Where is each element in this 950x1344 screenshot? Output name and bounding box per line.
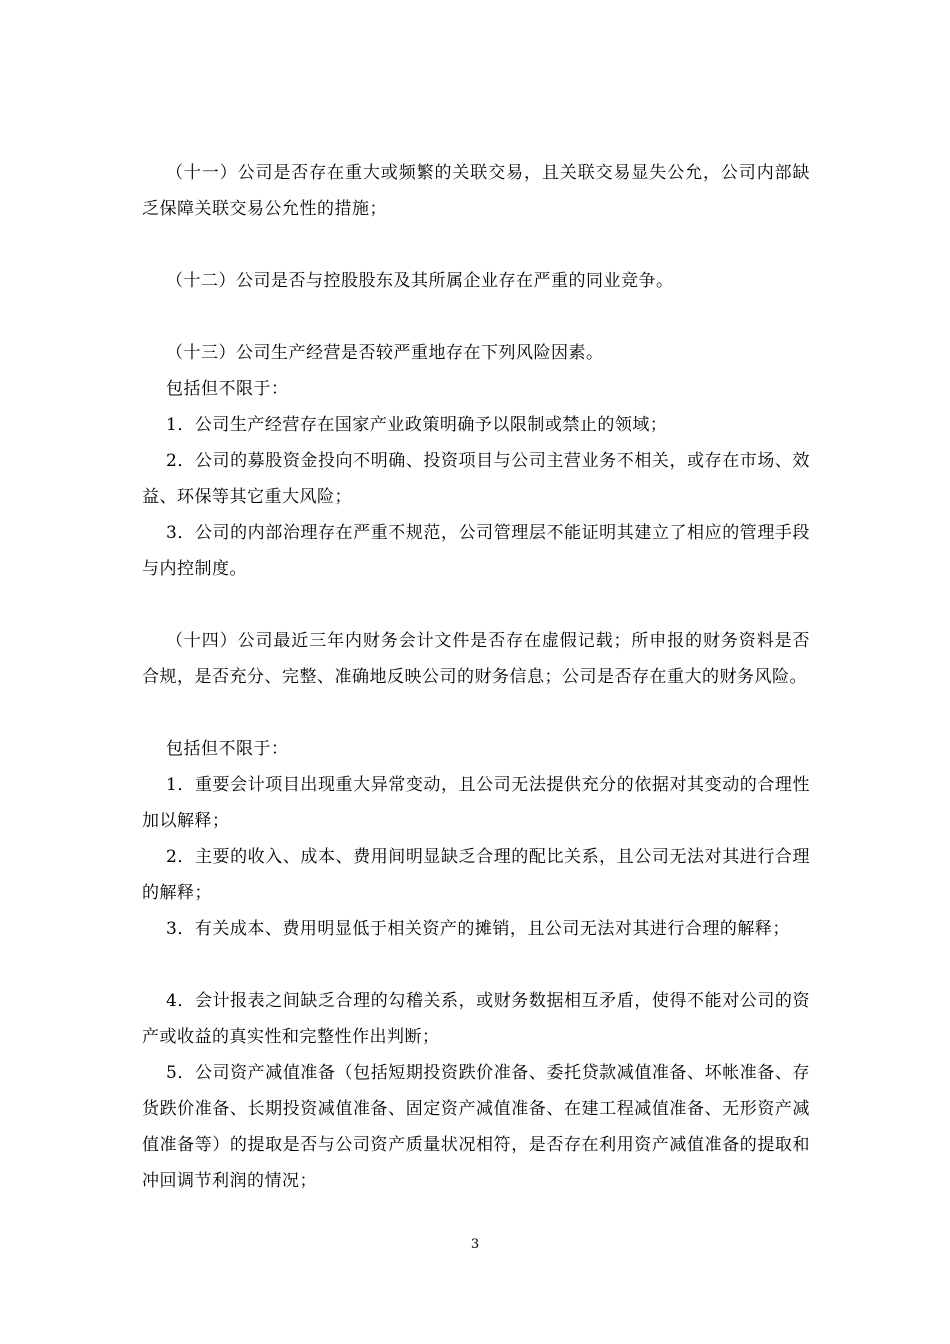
paragraph-includes-1: 包括但不限于： (166, 379, 289, 399)
paragraph-item-13-1: 1．公司生产经营存在国家产业政策明确予以限制或禁止的领域； (166, 415, 668, 435)
paragraph-item-12: （十二）公司是否与控股股东及其所属企业存在严重的同业竞争。 (166, 271, 674, 291)
page-number: 3 (470, 1237, 480, 1252)
paragraph-item-13-3: 3．公司的内部治理存在严重不规范，公司管理层不能证明其建立了相应的管理手段与内控制度。 (142, 523, 810, 579)
paragraph-item-14-1: 1．重要会计项目出现重大异常变动，且公司无法提供充分的依据对其变动的合理性加以解释； (142, 775, 810, 831)
paragraph-item-14-5: 5．公司资产减值准备（包括短期投资跌价准备、委托贷款减值准备、坏帐准备、存货跌价准备、长期投资减值准备、固定资产减值准备、在建工程减值准备、无形资产减值准备等）的提取是否与公司资产质量状况相符，是否存在利用资产减值准备的提取和冲回调节利润的情况； (142, 1063, 810, 1191)
paragraph-item-13: （十三）公司生产经营是否较严重地存在下列风险因素。 (166, 343, 604, 363)
paragraph-item-14-2: 2．主要的收入、成本、费用间明显缺乏合理的配比关系，且公司无法对其进行合理的解释； (142, 847, 810, 903)
paragraph-item-14-4: 4．会计报表之间缺乏合理的勾稽关系，或财务数据相互矛盾，使得不能对公司的资产或收益的真实性和完整性作出判断； (142, 991, 810, 1047)
paragraph-item-14-3: 3．有关成本、费用明显低于相关资产的摊销，且公司无法对其进行合理的解释； (166, 919, 790, 939)
paragraph-item-14: （十四）公司最近三年内财务会计文件是否存在虚假记载；所申报的财务资料是否合规，是否充分、完整、准确地反映公司的财务信息；公司是否存在重大的财务风险。 (142, 631, 810, 687)
paragraph-includes-2: 包括但不限于： (166, 739, 289, 759)
paragraph-item-13-2: 2．公司的募股资金投向不明确、投资项目与公司主营业务不相关，或存在市场、效益、环保等其它重大风险； (142, 451, 810, 507)
paragraph-item-11: （十一）公司是否存在重大或频繁的关联交易，且关联交易显失公允，公司内部缺乏保障关联交易公允性的措施； (142, 163, 810, 219)
